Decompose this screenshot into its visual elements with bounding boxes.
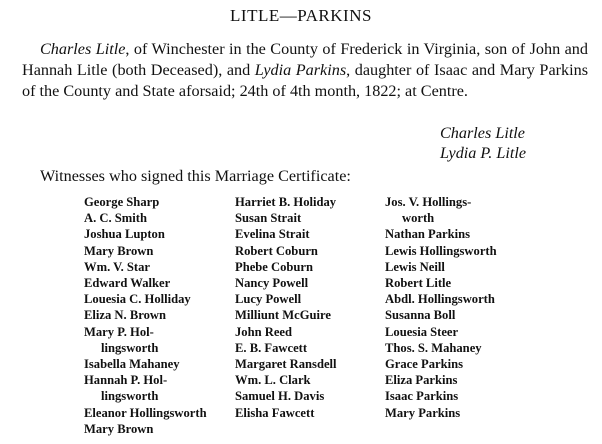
witness-name: Eliza N. Brown [84,308,166,323]
witness-name: Nathan Parkins [385,227,471,242]
witness-name: Evelina Strait [235,227,310,242]
witness-name: Samuel H. Davis [235,389,325,404]
witness-name: Mary Brown [84,421,154,436]
witness-name: Mary P. Hol- [84,324,154,339]
witness-name: Thos. S. Mahaney [385,340,482,355]
witness-name: Jos. V. Hollings- [385,195,472,209]
witness-name: John Reed [235,324,293,339]
witness-name: Nancy Powell [235,276,309,291]
signature-bride: Lydia P. Litle [440,144,527,162]
witness-name: Isabella Mahaney [84,357,180,372]
witness-name: Mary Parkins [385,405,461,420]
document-title: LITLE—PARKINS [230,6,372,25]
witness-name: Susanna Boll [385,308,456,323]
witness-name: Phebe Coburn [235,259,314,274]
groom-name: Charles Litle [40,40,126,58]
witness-name: Lewis Neill [385,259,445,274]
witness-name-continuation: lingsworth [101,340,159,355]
bride-name: Lydia Parkins [254,61,347,79]
witness-name: Robert Litle [385,276,452,291]
witness-column-3 [385,194,497,421]
witness-name: Susan Strait [235,211,302,226]
witness-name: Hannah P. Hol- [84,373,168,388]
witness-name: Edward Walker [84,276,171,291]
witness-name: Robert Coburn [235,243,318,258]
witness-name: Milliunt McGuire [235,308,331,323]
witness-name: Louesia C. Holliday [84,292,191,307]
witness-name: E. B. Fawcett [235,340,308,355]
witness-name: Eleanor Hollingsworth [84,405,207,420]
paragraph-text-2: , daughter of Isaac and Mary Parkins of the County and State aforsaid; 24th of 4th month, 1822; at Centre. [22,61,588,100]
witness-name: Margaret Ransdell [235,357,337,372]
witness-name: Harriet B. Holiday [235,195,337,209]
witness-name: Eliza Parkins [385,373,458,388]
witness-name: Grace Parkins [385,357,463,372]
witness-name: Lewis Hollingsworth [385,243,497,258]
signature-groom: Charles Litle [440,124,525,142]
paragraph-text-1: , of Winchester in the County of Frederick in Virginia, son of John and Hannah Litle (both Deceased), and [22,40,588,79]
witness-name: Mary Brown [84,243,154,258]
witnesses-heading: Witnesses who signed this Marriage Certificate: [40,167,351,185]
witness-name: Elisha Fawcett [235,405,315,420]
witness-name: Wm. V. Star [84,259,151,274]
witness-name: Joshua Lupton [84,227,165,242]
witness-name: Louesia Steer [385,324,459,339]
witness-name: George Sharp [84,195,160,209]
witness-name: Isaac Parkins [385,389,459,404]
witness-column-1 [84,194,207,437]
witness-column-2 [235,194,337,421]
witness-name-continuation: worth [402,211,435,226]
witness-name: Abdl. Hollingsworth [385,292,495,307]
marriage-record-paragraph [22,39,588,102]
witness-name: Wm. L. Clark [235,373,311,388]
witness-name-continuation: lingsworth [101,389,159,404]
witness-name: A. C. Smith [84,211,147,226]
witness-name: Lucy Powell [235,292,302,307]
